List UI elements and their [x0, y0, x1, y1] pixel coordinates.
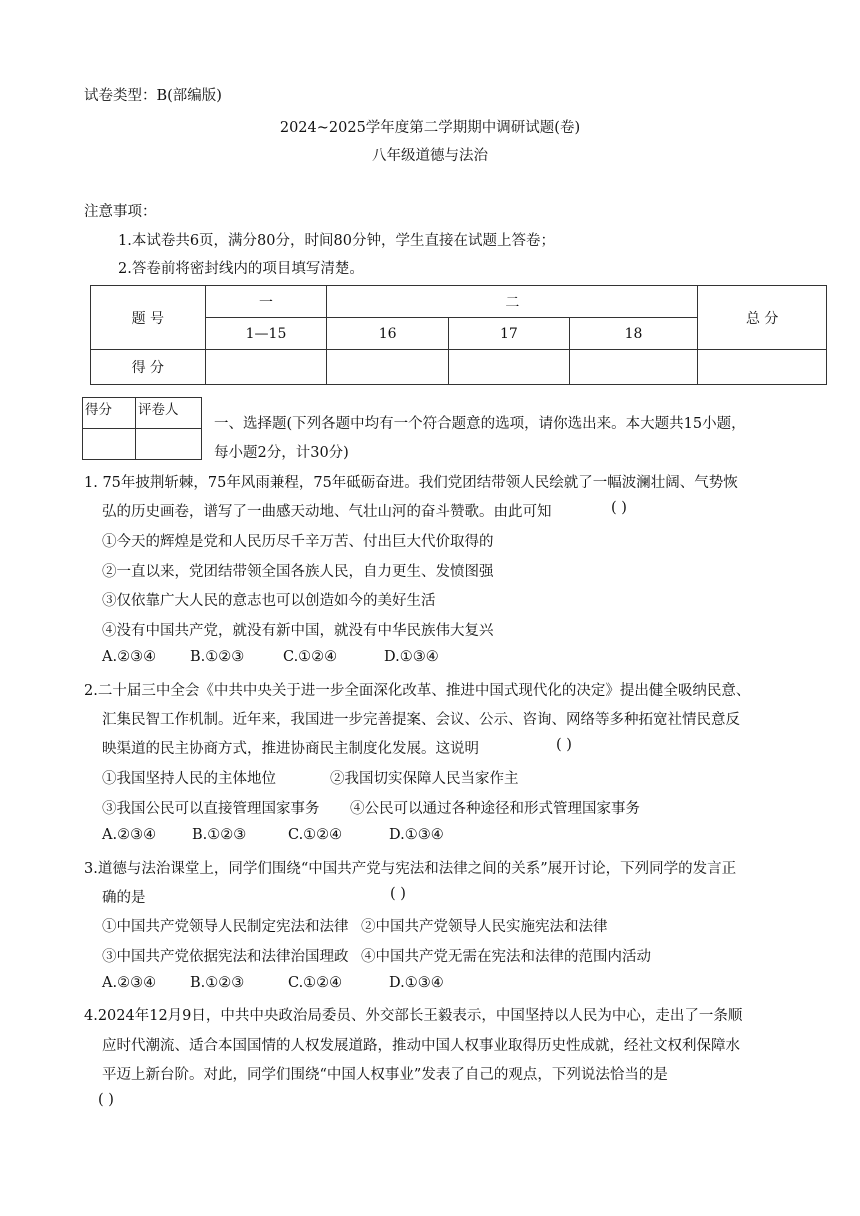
score-cell[interactable] — [698, 350, 827, 385]
question-2-stem: 2.二十届三中全会《中共中央关于进一步全面深化改革、推进中国式现代化的决定》提出健全吸纳民意、 — [84, 683, 751, 699]
notes-heading: 注意事项： — [84, 204, 157, 220]
note-item: 2.答卷前将密封线内的项目填写清楚。 — [118, 261, 364, 277]
sub-header-17: 17 — [449, 318, 570, 350]
question-1-option-c[interactable]: C.①②④ — [283, 649, 338, 665]
question-1-item: ①今天的辉煌是党和人民历尽千辛万苦、付出巨大代价取得的 — [102, 534, 494, 550]
paper-type: 试卷类型：B(部编版) — [84, 88, 222, 104]
question-1-stem-cont: 弘的历史画卷，谱写了一曲感天动地、气壮山河的奋斗赞歌。由此可知 — [102, 504, 552, 520]
question-2-item: ①我国坚持人民的主体地位 — [102, 771, 276, 787]
question-1-item: ③仅依靠广大人民的意志也可以创造如今的美好生活 — [102, 593, 436, 609]
note-item: 1.本试卷共6页，满分80分，时间80分钟，学生直接在试题上答卷； — [118, 233, 555, 249]
question-2-option-b[interactable]: B.①②③ — [192, 827, 247, 843]
question-1-option-d[interactable]: D.①③④ — [384, 649, 439, 665]
score-cell[interactable] — [449, 350, 570, 385]
question-1-stem: 1. 75年披荆斩棘，75年风雨兼程，75年砥砺奋进。我们党团结带领人民绘就了一幅波澜壮阔、气势恢 — [84, 475, 738, 491]
question-1-item: ②一直以来，党团结带领全国各族人民，自力更生、发愤图强 — [102, 564, 494, 580]
question-3-option-d[interactable]: D.①③④ — [389, 975, 444, 991]
grader-name-label: 评卷人 — [136, 398, 202, 429]
sub-header-1-15: 1—15 — [205, 318, 327, 350]
question-4-answer-blank[interactable]: ( ) — [98, 1092, 114, 1108]
subject-title: 八年级道德与法治 — [372, 148, 488, 164]
question-3-stem: 3.道德与法治课堂上，同学们围绕“中国共产党与宪法和法律之间的关系”展开讨论，下列同学的发言正 — [84, 861, 737, 877]
question-2-item: ③我国公民可以直接管理国家事务 — [102, 801, 320, 817]
grader-table — [82, 397, 202, 460]
question-3-item: ②中国共产党领导人民实施宪法和法律 — [361, 919, 608, 935]
exam-title: 2024~2025学年度第二学期期中调研试题(卷) — [279, 120, 581, 136]
question-4-stem-cont: 应时代潮流、适合本国国情的人权发展道路，推动中国人权事业取得历史性成就，经社文权利保障水 — [102, 1038, 740, 1054]
question-2-stem-cont: 映渠道的民主协商方式，推进协商民主制度化发展。这说明 — [102, 741, 479, 757]
question-number-header: 题 号 — [91, 286, 206, 350]
score-cell[interactable] — [327, 350, 449, 385]
sub-header-18: 18 — [569, 318, 698, 350]
question-3-option-c[interactable]: C.①②④ — [288, 975, 343, 991]
question-2-answer-blank[interactable]: ( ) — [556, 737, 572, 753]
question-3-answer-blank[interactable]: ( ) — [390, 886, 406, 902]
question-4-stem: 4.2024年12月9日，中共中央政治局委员、外交部长王毅表示，中国坚持以人民为中心，走出了一条顺 — [84, 1008, 743, 1024]
question-3-option-a[interactable]: A.②③④ — [102, 975, 157, 991]
question-2-option-c[interactable]: C.①②④ — [288, 827, 343, 843]
question-2-stem-cont: 汇集民智工作机制。近年来，我国进一步完善提案、会议、公示、咨询、网络等多种拓宽社情民意反 — [102, 712, 740, 728]
question-2-option-d[interactable]: D.①③④ — [389, 827, 444, 843]
question-1-item: ④没有中国共产党，就没有新中国，就没有中华民族伟大复兴 — [102, 623, 494, 639]
score-table — [90, 285, 827, 385]
question-2-option-a[interactable]: A.②③④ — [102, 827, 157, 843]
question-2-item: ④公民可以通过各种途径和形式管理国家事务 — [350, 801, 640, 817]
question-1-answer-blank[interactable]: ( ) — [611, 500, 627, 516]
question-3-item: ①中国共产党领导人民制定宪法和法律 — [102, 919, 349, 935]
grader-score-cell[interactable] — [83, 429, 136, 460]
total-score-header: 总 分 — [698, 286, 827, 350]
question-1-option-a[interactable]: A.②③④ — [102, 649, 157, 665]
sub-header-16: 16 — [327, 318, 449, 350]
section-one-instructions: 一、选择题(下列各题中均有一个符合题意的选项，请你选出来。本大题共15小题， — [214, 416, 746, 432]
question-3-item: ③中国共产党依据宪法和法律治国理政 — [102, 949, 349, 965]
section-one-header: 一 — [205, 286, 327, 318]
question-3-item: ④中国共产党无需在宪法和法律的范围内活动 — [361, 949, 651, 965]
grader-name-cell[interactable] — [136, 429, 202, 460]
section-one-instructions-cont: 每小题2分，计30分) — [214, 445, 349, 461]
question-2-item: ②我国切实保障人民当家作主 — [330, 771, 519, 787]
section-two-header: 二 — [327, 286, 698, 318]
score-row-header: 得 分 — [91, 350, 206, 385]
question-4-stem-cont: 平迈上新台阶。对此，同学们围绕“中国人权事业”发表了自己的观点，下列说法恰当的是 — [102, 1067, 668, 1083]
score-cell[interactable] — [205, 350, 327, 385]
score-cell[interactable] — [569, 350, 698, 385]
question-1-option-b[interactable]: B.①②③ — [190, 649, 245, 665]
question-3-stem-cont: 确的是 — [102, 890, 146, 906]
question-3-option-b[interactable]: B.①②③ — [190, 975, 245, 991]
grader-score-label: 得分 — [83, 398, 136, 429]
